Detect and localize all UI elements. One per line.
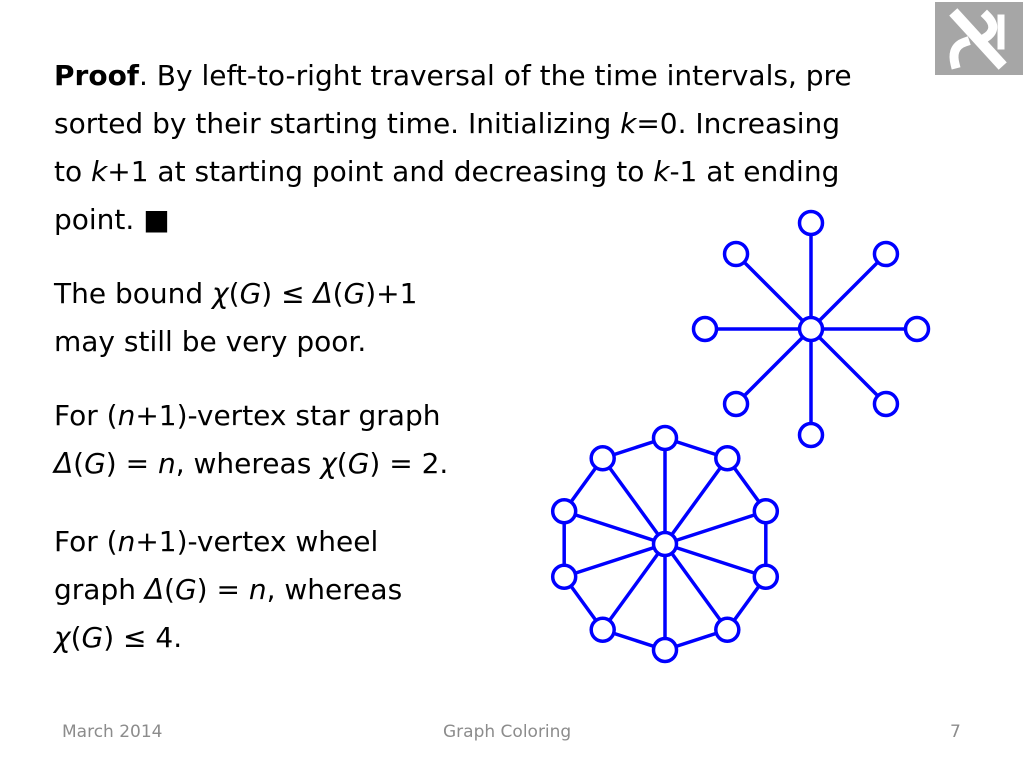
star-leaf-node [725,243,748,266]
wheel-rim-node [716,447,739,470]
var-n: n [117,399,136,432]
star-leaf-node [800,424,823,447]
proof-line-3c: -1 at ending [669,155,840,188]
star-edge [811,254,886,329]
chi-symbol: χ [212,277,229,310]
star-leaf-node [725,392,748,415]
wheel-rim-node [591,447,614,470]
star-leaf-node [874,243,897,266]
wheel-text: For ( [54,525,118,558]
star-text: ( [73,447,85,480]
star-leaf-node [694,318,717,341]
var-k: k [91,155,108,188]
var-G: G [343,277,366,310]
proof-heading: Proof [54,59,139,92]
wheel-rim-node [591,618,614,641]
wheel-graph [553,427,778,662]
delta-symbol: Δ [54,447,74,480]
wheel-spoke-edge [603,458,665,544]
star-text: +1)-vertex star graph [135,399,441,432]
var-G: G [81,621,104,654]
star-text: , whereas [175,447,321,480]
wheel-rim-node [553,500,576,523]
var-G: G [347,447,370,480]
star-graph [694,212,929,447]
wheel-spoke-edge [665,544,727,630]
bound-text: The bound [54,277,213,310]
bound-text: ( [332,277,344,310]
wheel-rim-node [716,618,739,641]
star-edge [736,254,811,329]
wheel-spoke-edge [665,511,766,544]
var-n: n [248,573,267,606]
wheel-spoke-edge [564,511,665,544]
wheel-rim-node [654,639,677,662]
var-G: G [84,447,106,480]
wheel-text: , whereas [266,573,403,606]
wheel-spoke-edge [564,544,665,577]
wheel-text: graph [54,573,145,606]
wheel-spoke-edge [603,544,665,630]
var-G: G [174,573,197,606]
chi-symbol: χ [320,447,337,480]
wheel-spoke-edge [665,544,766,577]
footer-title: Graph Coloring [443,722,572,742]
bound-text: ( [228,277,240,310]
wheel-text: ) = [196,573,249,606]
chi-symbol: χ [54,621,71,654]
star-leaf-node [800,212,823,235]
wheel-text: ( [164,573,175,606]
footer-page-number: 7 [950,722,961,742]
var-n: n [117,525,136,558]
proof-line-3a: to [54,155,92,188]
var-G: G [239,277,262,310]
star-text: ( [336,447,348,480]
proof-line-2b: =0. Increasing [636,107,840,140]
star-leaf-node [906,318,929,341]
var-k: k [620,107,637,140]
wheel-text: ) ≤ 4. [103,621,183,654]
wheel-text: +1)-vertex wheel [135,525,379,558]
star-text: ) = 2. [369,447,449,480]
star-edge [811,329,886,404]
footer-date: March 2014 [62,722,163,742]
star-center-node [800,318,823,341]
delta-symbol: Δ [313,277,333,310]
star-leaf-node [874,392,897,415]
bound-text: ) ≤ [261,277,314,310]
var-n: n [157,447,176,480]
star-edge [736,329,811,404]
proof-line-4: point. ■ [54,203,170,236]
proof-line-1: . By left-to-right traversal of the time intervals, pre [138,59,852,92]
star-text: For ( [54,399,118,432]
wheel-center-node [654,533,677,556]
proof-line-2a: sorted by their starting time. Initializing [54,107,621,140]
wheel-spoke-edge [665,458,727,544]
star-text: ) = [105,447,158,480]
var-k: k [653,155,670,188]
proof-line-3b: +1 at starting point and decreasing to [107,155,654,188]
delta-symbol: Δ [144,573,165,606]
bound-text: )+1 [365,277,418,310]
wheel-text: ( [70,621,82,654]
wheel-rim-node [754,565,777,588]
bound-line-2: may still be very poor. [54,325,367,358]
wheel-rim-node [754,500,777,523]
wheel-rim-node [553,565,576,588]
wheel-rim-node [654,427,677,450]
